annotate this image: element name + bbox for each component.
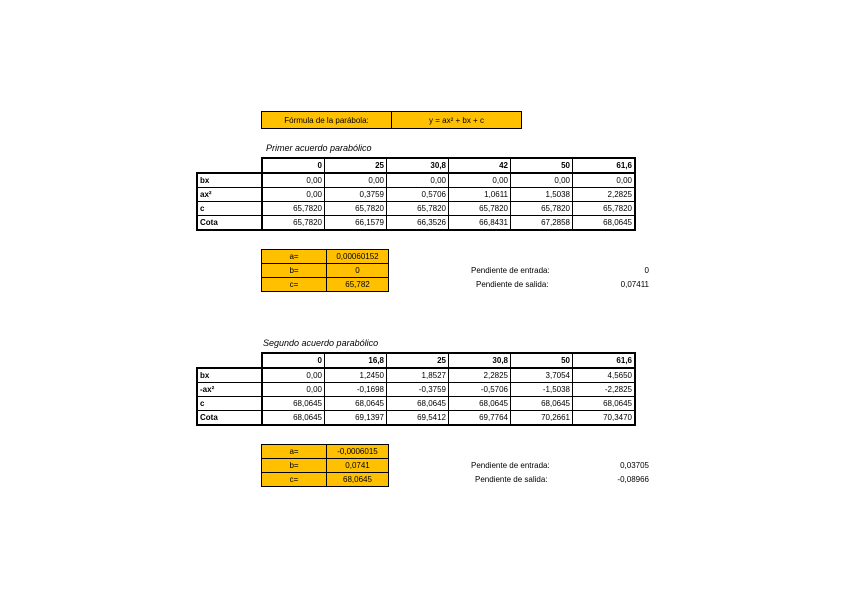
formula-label: Fórmula de la parábola:	[262, 112, 392, 128]
table-cell: 68,0645	[387, 397, 449, 411]
slope-out-label: Pendiente de salida:	[475, 475, 548, 484]
table-cell: 65,7820	[449, 202, 511, 216]
slope-in-label: Pendiente de entrada:	[471, 461, 550, 470]
table-cell: 69,5412	[387, 411, 449, 426]
table-cell: 1,8527	[387, 368, 449, 383]
table-header-row	[197, 158, 635, 173]
slope-in-label: Pendiente de entrada:	[471, 266, 550, 275]
table-cell: 1,0611	[449, 188, 511, 202]
curve2-table	[196, 352, 636, 426]
table-row	[197, 188, 635, 202]
table-cell: -0,1698	[325, 383, 387, 397]
header-cell: 30,8	[387, 158, 449, 173]
coef-key: c=	[262, 278, 327, 292]
coef-key: b=	[262, 459, 327, 473]
coef-key: c=	[262, 473, 327, 487]
table-cell: 65,7820	[387, 202, 449, 216]
curve2-title: Segundo acuerdo parabólico	[263, 338, 379, 348]
formula-box	[261, 111, 522, 129]
table-cell: 0,00	[573, 173, 636, 188]
table-cell: 69,7764	[449, 411, 511, 426]
coef-value: 68,0645	[327, 473, 389, 487]
coef-value: 0,00060152	[327, 250, 389, 264]
table-cell: -2,2825	[573, 383, 636, 397]
table-cell: 68,0645	[262, 397, 325, 411]
row-label: bx	[197, 368, 262, 383]
table-cell: 65,7820	[511, 202, 573, 216]
table-cell: 65,7820	[573, 202, 636, 216]
header-cell: 50	[511, 158, 573, 173]
formula-value: y = ax² + bx + c	[429, 115, 484, 125]
table-row	[197, 216, 635, 231]
table-cell: 66,1579	[325, 216, 387, 231]
table-cell: 0,00	[387, 173, 449, 188]
table-cell: 69,1397	[325, 411, 387, 426]
table-cell: 0,00	[511, 173, 573, 188]
table-cell: 0,00	[262, 383, 325, 397]
table-cell: 65,7820	[262, 202, 325, 216]
curve1-coefficients	[261, 249, 389, 292]
coef-key: a=	[262, 250, 327, 264]
slope-in-value: 0,03705	[620, 461, 649, 470]
header-cell: 0	[262, 353, 325, 368]
row-label: c	[197, 202, 262, 216]
header-cell: 25	[387, 353, 449, 368]
table-row	[197, 202, 635, 216]
table-cell: 68,0645	[449, 397, 511, 411]
table-cell: 70,2661	[511, 411, 573, 426]
header-cell: 50	[511, 353, 573, 368]
row-label: Cota	[197, 216, 262, 231]
curve1-table	[196, 157, 636, 231]
header-cell: 42	[449, 158, 511, 173]
coef-value: 65,782	[327, 278, 389, 292]
table-row	[197, 411, 635, 426]
table-cell: 0,00	[325, 173, 387, 188]
table-cell: 67,2858	[511, 216, 573, 231]
table-cell: -0,3759	[387, 383, 449, 397]
table-cell: 68,0645	[262, 411, 325, 426]
curve2-coefficients	[261, 444, 389, 487]
table-row	[197, 397, 635, 411]
header-cell: 16,8	[325, 353, 387, 368]
coef-value: 0,0741	[327, 459, 389, 473]
table-cell: 0,00	[449, 173, 511, 188]
coef-value: -0,0006015	[327, 445, 389, 459]
row-label: ax²	[197, 188, 262, 202]
table-cell: 65,7820	[325, 202, 387, 216]
row-label: c	[197, 397, 262, 411]
table-header-row	[197, 353, 635, 368]
header-cell: 61,6	[573, 353, 636, 368]
coef-value: 0	[327, 264, 389, 278]
curve1-title: Primer acuerdo parabólico	[266, 143, 372, 153]
table-row	[197, 173, 635, 188]
header-cell: 0	[262, 158, 325, 173]
table-cell: 2,2825	[449, 368, 511, 383]
slope-out-label: Pendiente de salida:	[476, 280, 549, 289]
row-label: -ax²	[197, 383, 262, 397]
table-cell: 2,2825	[573, 188, 636, 202]
row-label: Cota	[197, 411, 262, 426]
table-cell: 68,0645	[573, 216, 636, 231]
slope-out-value: -0,08966	[617, 475, 649, 484]
header-cell: 25	[325, 158, 387, 173]
table-cell: 68,0645	[325, 397, 387, 411]
table-cell: 0,5706	[387, 188, 449, 202]
table-cell: 0,00	[262, 173, 325, 188]
table-row	[197, 368, 635, 383]
table-cell: 68,0645	[511, 397, 573, 411]
table-cell: 1,5038	[511, 188, 573, 202]
table-cell: 0,3759	[325, 188, 387, 202]
table-cell: 70,3470	[573, 411, 636, 426]
table-row	[197, 383, 635, 397]
table-cell: 65,7820	[262, 216, 325, 231]
table-cell: 66,3526	[387, 216, 449, 231]
coef-key: b=	[262, 264, 327, 278]
header-cell: 30,8	[449, 353, 511, 368]
coef-key: a=	[262, 445, 327, 459]
table-cell: 0,00	[262, 368, 325, 383]
table-cell: 1,2450	[325, 368, 387, 383]
slope-out-value: 0,07411	[620, 280, 649, 289]
header-cell: 61,6	[573, 158, 636, 173]
table-cell: 66,8431	[449, 216, 511, 231]
slope-in-value: 0	[644, 266, 649, 275]
table-cell: -1,5038	[511, 383, 573, 397]
table-cell: 68,0645	[573, 397, 636, 411]
table-cell: -0,5706	[449, 383, 511, 397]
row-label: bx	[197, 173, 262, 188]
table-cell: 4,5650	[573, 368, 636, 383]
table-cell: 3,7054	[511, 368, 573, 383]
table-cell: 0,00	[262, 188, 325, 202]
